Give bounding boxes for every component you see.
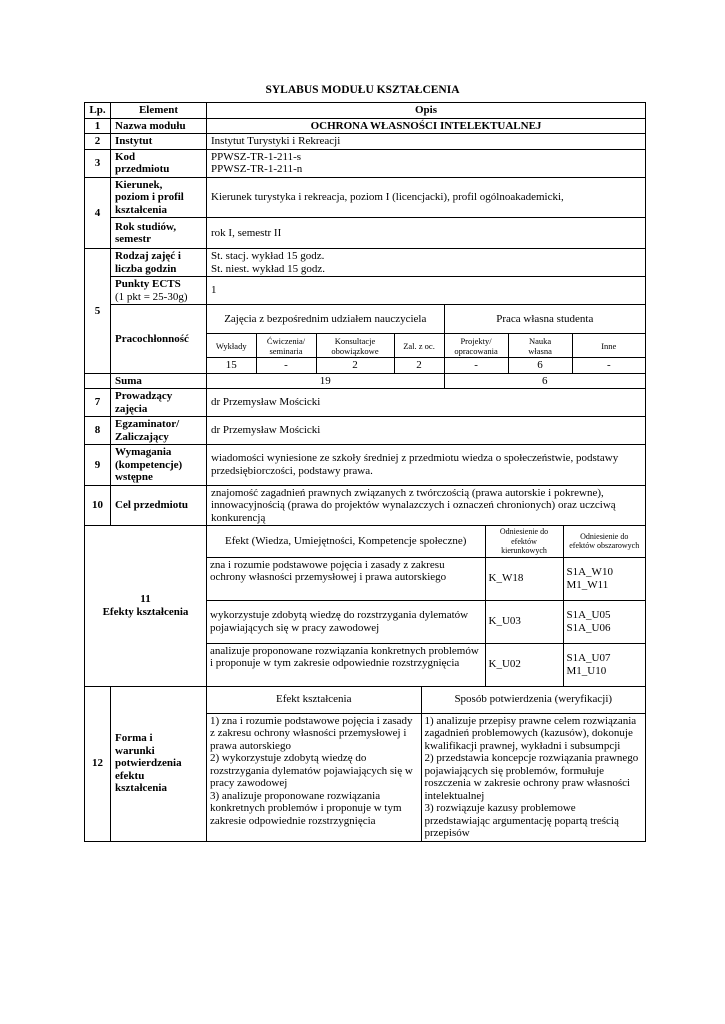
obsz-header: Odniesienie do efektów obszarowych <box>563 526 645 557</box>
lp-cell: 1 <box>85 118 111 134</box>
verification-table <box>207 687 645 841</box>
hours-value: 15 <box>207 358 256 373</box>
effect-obsz: S1A_W10 M1_W11 <box>563 557 645 600</box>
col-header: Ćwiczenia/ seminaria <box>256 334 316 358</box>
module-name: OCHRONA WŁASNOŚCI INTELEKTUALNEJ <box>207 118 646 134</box>
row-11 <box>85 526 646 687</box>
own-work-header: Praca własna studenta <box>444 305 645 334</box>
effect-obsz: S1A_U07 M1_U10 <box>563 643 645 686</box>
effect-kier: K_U02 <box>485 643 563 686</box>
col-header: Inne <box>572 334 645 358</box>
element-cell: Prowadzący zajęcia <box>111 389 207 417</box>
element-cell <box>111 277 207 305</box>
lp-cell: 5 <box>85 249 111 374</box>
workload-label: Pracochłonność <box>111 305 207 374</box>
course-code-value: PPWSZ-TR-1-211-s PPWSZ-TR-1-211-n <box>207 149 646 177</box>
method-col-header: Sposób potwierdzenia (weryfikacji) <box>421 687 645 714</box>
effects-table <box>207 526 645 686</box>
effects-grid <box>207 526 646 687</box>
lp-cell: 7 <box>85 389 111 417</box>
effect-row <box>207 557 645 600</box>
lp-cell: 12 <box>85 686 111 841</box>
row-7 <box>85 389 646 417</box>
row-5 <box>85 249 646 277</box>
col-header: Nauka własna <box>508 334 572 358</box>
row-2 <box>85 134 646 150</box>
element-cell: Efekty kształcenia <box>102 605 189 618</box>
sum-contact: 19 <box>207 374 444 389</box>
lp-cell: 2 <box>85 134 111 150</box>
hours-value: 2 <box>316 358 394 373</box>
hours-value: - <box>572 358 645 373</box>
requirements-value: wiadomości wyniesione ze szkoły średniej z przedmiotu wiedza o społeczeństwie, podstawy przedsiębiorczości, podstawy prawa. <box>207 445 646 486</box>
verification-grid <box>207 686 646 841</box>
syllabus-table <box>84 102 646 842</box>
col-header: Projekty/ opracowania <box>444 334 508 358</box>
document-title: SYLABUS MODUŁU KSZTAŁCENIA <box>265 84 460 96</box>
sum-own: 6 <box>542 374 548 387</box>
col-header: Konsultacje obowiązkowe <box>316 334 394 358</box>
lp-cell: 3 <box>85 149 111 177</box>
sum-grid <box>207 373 646 389</box>
element-cell: Forma i warunki potwierdzenia efektu kształcenia <box>111 686 207 841</box>
effects-list: 1) zna i rozumie podstawowe pojęcia i zasady z zakresu ochrony własności przemysłowej i prawa autorskiego 2) wykorzystuje zdobytą wiedzę do rozstrzygania dylematów pojawiających się w pracy zawodowej 3) analizuje proponowane rozwiązania konkretnych problemów i proponuje w tym zakresie odpowiednie rozstrzygnięcia <box>207 713 421 841</box>
hours-value: - <box>256 358 316 373</box>
element-cell: Nazwa modułu <box>111 118 207 134</box>
institute-value: Instytut Turystyki i Rekreacji <box>207 134 646 150</box>
hours-value: 6 <box>508 358 572 373</box>
effect-kier: K_U03 <box>485 600 563 643</box>
effect-obsz: S1A_U05 S1A_U06 <box>563 600 645 643</box>
methods-list: 1) analizuje przepisy prawne celem rozwiązania zagadnień problemowych (kazusów), dokonuje kwalifikacji prawnej, wykładni i subsumpcji 2) przedstawia koncepcje rozwiązania prawnego pojawiających się problemów, formułuje roszczenia w zakresie ochrony praw własności intelektualnej 3) rozwiązuje kazusy problemowe przedstawiając argumentację popartą treścią przepisów <box>421 713 645 841</box>
program-value: Kierunek turystyka i rekreacja, poziom I (licencjacki), profil ogólnoakademicki, <box>207 177 646 218</box>
effect-kier: K_W18 <box>485 557 563 600</box>
lp-cell <box>85 373 111 389</box>
element-cell: Egzaminator/ Zaliczający <box>111 417 207 445</box>
element-cell: Rodzaj zajęć i liczba godzin <box>111 249 207 277</box>
row-5b <box>85 277 646 305</box>
header-opis: Opis <box>207 103 646 119</box>
lp-cell: 4 <box>85 177 111 249</box>
element-cell: Rok studiów, semestr <box>111 218 207 249</box>
sum-label: Suma <box>111 373 207 389</box>
row-9 <box>85 445 646 486</box>
lp-cell: 8 <box>85 417 111 445</box>
class-type-value: St. stacj. wykład 15 godz. St. niest. wykład 15 godz. <box>207 249 646 277</box>
workload-table <box>207 305 645 373</box>
lp-cell: 10 <box>85 485 111 526</box>
row-4 <box>85 177 646 218</box>
year-semester-value: rok I, semestr II <box>207 218 646 249</box>
ects-sub-label: (1 pkt = 25-30g) <box>115 290 188 303</box>
examiner-value: dr Przemysław Mościcki <box>207 417 646 445</box>
element-cell: Kierunek, poziom i profil kształcenia <box>111 177 207 218</box>
effect-text: wykorzystuje zdobytą wiedzę do rozstrzygania dylematów pojawiających się w pracy zawodowej <box>207 600 485 643</box>
col-header: Zal. z oc. <box>394 334 444 358</box>
row-8 <box>85 417 646 445</box>
workload-grid <box>207 305 646 374</box>
ects-label: Punkty ECTS <box>115 278 181 290</box>
effect-text: zna i rozumie podstawowe pojęcia i zasady z zakresu ochrony własności przemysłowej i prawa autorskiego <box>207 557 485 600</box>
effect-text: analizuje proponowane rozwiązania konkretnych problemów i proponuje w tym zakresie odpowiednie rozstrzygnięcia <box>207 643 485 686</box>
row-12 <box>85 686 646 841</box>
element-cell: Instytut <box>111 134 207 150</box>
objective-value: znajomość zagadnień prawnych związanych z twórczością (prawa autorskie i pokrewne), innowacyjnością (prawa do projektów wynalazczych i oznaczeń chronionych) oraz uczciwą konkurencją <box>207 485 646 526</box>
ects-value: 1 <box>207 277 646 305</box>
header-row <box>85 103 646 119</box>
row-suma <box>85 373 646 389</box>
header-element: Element <box>111 103 207 119</box>
row-3 <box>85 149 646 177</box>
element-cell: Wymagania (kompetencje) wstępne <box>111 445 207 486</box>
lp-cell: 11 <box>140 593 151 606</box>
effect-row <box>207 600 645 643</box>
effect-col-header: Efekt kształcenia <box>207 687 421 714</box>
kier-header: Odniesienie do efektów kierunkowych <box>485 526 563 557</box>
hours-value: - <box>444 358 508 373</box>
row-4b <box>85 218 646 249</box>
hours-value: 2 <box>394 358 444 373</box>
effect-row <box>207 643 645 686</box>
col-header: Wykłady <box>207 334 256 358</box>
row-10 <box>85 485 646 526</box>
effects-label-cell <box>85 526 207 687</box>
row-1 <box>85 118 646 134</box>
element-cell: Kod przedmiotu <box>111 149 207 177</box>
lecturer-value: dr Przemysław Mościcki <box>207 389 646 417</box>
effect-header: Efekt (Wiedza, Umiejętności, Kompetencje społeczne) <box>207 526 485 557</box>
contact-hours-header: Zajęcia z bezpośrednim udziałem nauczyciela <box>207 305 444 334</box>
element-cell: Cel przedmiotu <box>111 485 207 526</box>
lp-cell: 9 <box>85 445 111 486</box>
header-lp: Lp. <box>85 103 111 119</box>
